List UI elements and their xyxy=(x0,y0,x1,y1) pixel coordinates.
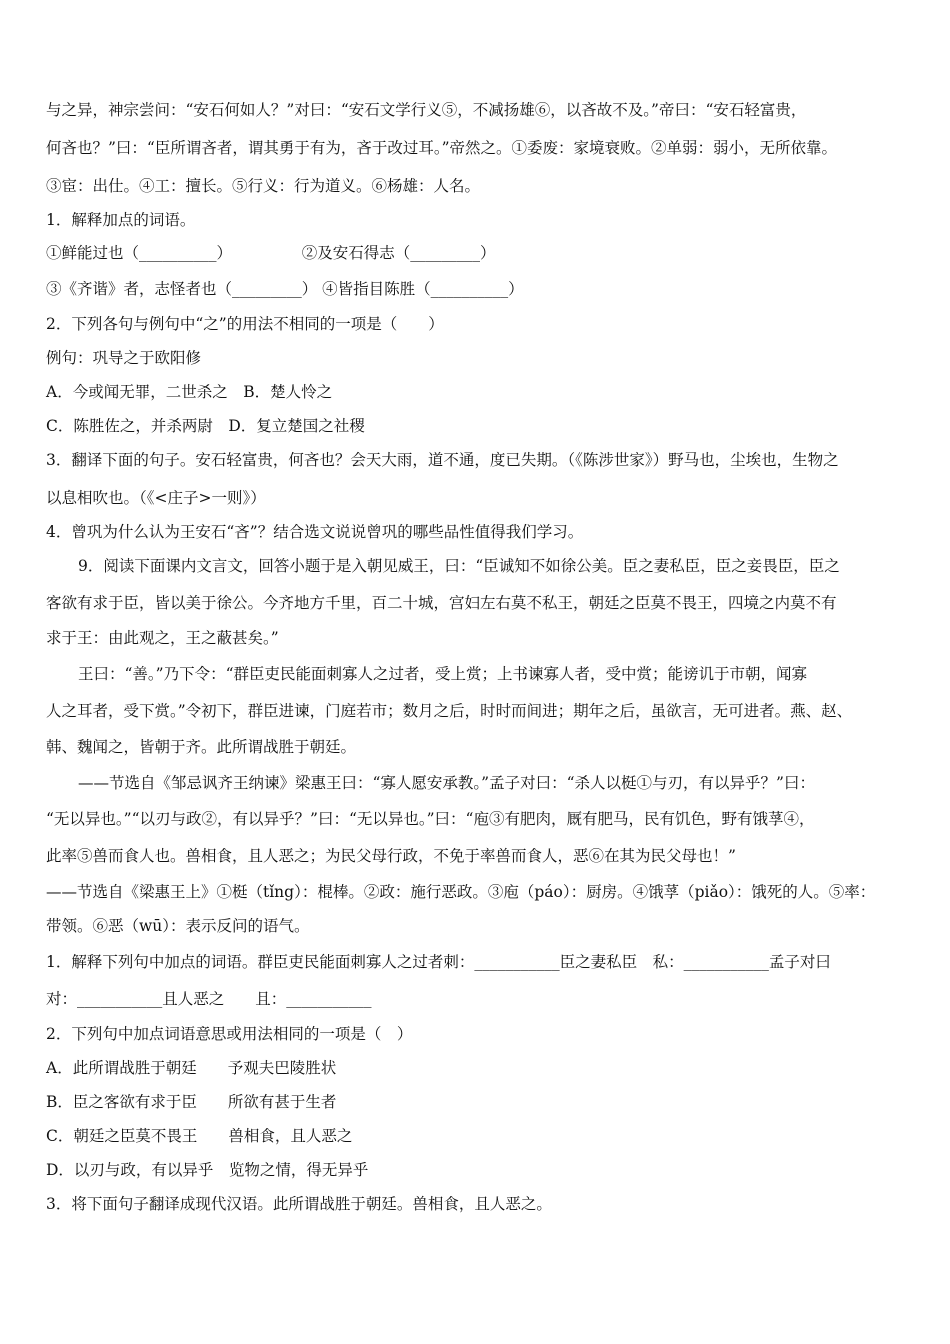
sub-question-2-option-b: B．臣之客欲有求于臣 所欲有甚于生者 xyxy=(46,1093,337,1111)
sub-question-3: 3．将下面句子翻译成现代汉语。此所谓战胜于朝廷。兽相食，且人恶之。 xyxy=(46,1195,552,1213)
question-4-prompt: 4．曾巩为什么认为王安石“吝”？结合选文说说曾巩的哪些品性值得我们学习。 xyxy=(46,523,584,541)
section-9-heading: 9．阅读下面课内文言文，回答小题于是入朝见威王，曰：“臣诚知不如徐公美。臣之妻私臣，臣之妾畏臣，臣之 xyxy=(78,557,840,575)
source-note-2: ——节选自《梁惠王上》①梃（tǐng）：棍棒。②政：施行恶政。③庖（páo）：厨房。④饿莩（piǎo）：饿死的人。⑤率： xyxy=(46,883,876,901)
mencius-line-2: 此率⑤兽而食人也。兽相食，且人恶之；为民父母行政，不免于率兽而食人，恶⑥在其为民父母也！” xyxy=(46,847,736,865)
passage-line-2: 何吝也？”曰：“臣所谓吝者，谓其勇于有为，吝于改过耳。”帝然之。①委废：家境衰败。②单弱：弱小，无所依靠。 xyxy=(46,139,838,157)
source-note-1: ——节选自《邹忌讽齐王纳谏》梁惠王曰：“寡人愿安承教。”孟子对曰：“杀人以梃①与刃，有以异乎？”曰： xyxy=(78,774,815,792)
question-2-options-cd: C．陈胜佐之，并杀两尉 D．复立楚国之社稷 xyxy=(46,417,365,435)
section-9-line-2: 客欲有求于臣，皆以美于徐公。今齐地方千里，百二十城，宫妇左右莫不私王，朝廷之臣莫不畏王，四境之内莫不有 xyxy=(46,594,837,612)
question-3-prompt-cont: 以息相吹也。（《<庄子>一则》） xyxy=(46,489,266,507)
sub-question-2-option-a: A．此所谓战胜于朝廷 予观夫巴陵胜状 xyxy=(46,1059,337,1077)
question-1-prompt: 1．解释加点的词语。 xyxy=(46,211,196,229)
mencius-line-1: “无以异也。”“以刃与政②，有以异乎？”曰：“无以异也。”曰：“庖③有肥肉，厩有肥马，民有饥色，野有饿莩④， xyxy=(46,810,815,828)
question-1-items-b: ③《齐谐》者，志怪者也（_________） ④皆指目陈胜（__________） xyxy=(46,280,524,298)
sub-question-2: 2．下列句中加点词语意思或用法相同的一项是（ ） xyxy=(46,1025,413,1043)
sub-question-2-option-d: D．以刃与政，有以异乎 览物之情，得无异乎 xyxy=(46,1161,369,1179)
question-2-example: 例句：巩导之于欧阳修 xyxy=(46,349,202,367)
source-note-2-cont: 带领。⑥恶（wū）：表示反问的语气。 xyxy=(46,917,310,935)
section-9-para-2-line-3: 韩、魏闻之，皆朝于齐。此所谓战胜于朝廷。 xyxy=(46,738,357,756)
question-2-prompt: 2．下列各句与例句中“之”的用法不相同的一项是（ ） xyxy=(46,315,444,333)
question-1-items-a: ①鲜能过也（__________） ②及安石得志（_________） xyxy=(46,244,496,262)
sub-question-1: 1．解释下列句中加点的词语。群臣吏民能面刺寡人之过者刺：___________臣之妻私臣 私：___________孟子对曰 xyxy=(46,953,831,971)
sub-question-1-cont: 对：___________且人恶之 且：___________ xyxy=(46,990,372,1008)
section-9-line-3: 求于王：由此观之，王之蔽甚矣。” xyxy=(46,629,279,647)
question-2-options-ab: A．今或闻无罪，二世杀之 B．楚人怜之 xyxy=(46,383,333,401)
passage-line-1: 与之异，神宗尝问：“安石何如人？”对曰：“安石文学行义⑤，不减扬雄⑥，以吝故不及。”帝曰：“安石轻富贵， xyxy=(46,101,807,119)
question-3-prompt: 3．翻译下面的句子。安石轻富贵，何吝也？会天大雨，道不通，度已失期。（《陈涉世家》）野马也，尘埃也，生物之 xyxy=(46,451,839,469)
section-9-para-2-line-2: 人之耳者，受下赏。”令初下，群臣进谏，门庭若市；数月之后，时时而间进；期年之后，虽欲言，无可进者。燕、赵、 xyxy=(46,702,853,720)
annotation-line: ③宦：出仕。④工：擅长。⑤行义：行为道义。⑥杨雄：人名。 xyxy=(46,177,481,195)
section-9-para-2: 王曰：“善。”乃下令：“群臣吏民能面刺寡人之过者，受上赏；上书谏寡人者，受中赏；能谤讥于市朝，闻寡 xyxy=(78,665,808,683)
sub-question-2-option-c: C．朝廷之臣莫不畏王 兽相食，且人恶之 xyxy=(46,1127,353,1145)
